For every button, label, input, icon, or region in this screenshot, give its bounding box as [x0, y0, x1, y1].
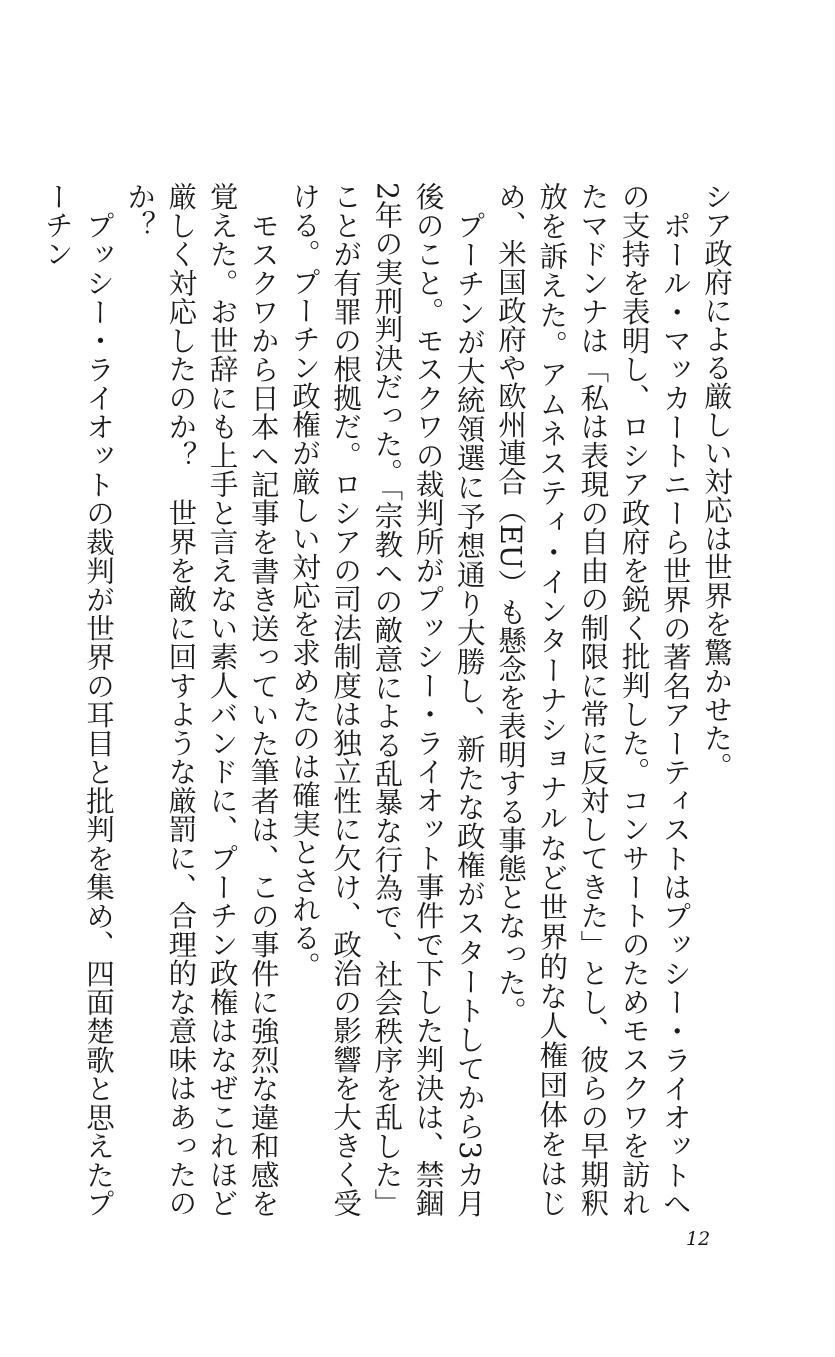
vertical-text-body: [37, 182, 737, 1217]
paragraph-continuation: シア政府による厳しい対応は世界を驚かせた。: [700, 182, 733, 781]
paragraph-trial-attention: プッシー・ライオットの裁判が世界の耳目と批判を集め、四面楚歌と思えたプーチン: [40, 182, 115, 1218]
paragraph-court-verdict: プーチンが大統領選に予想通り大勝し、新たな政権がスタートしてから3カ月後のこと。モスクワの裁判所がプッシー・ライオット事件で下した判決は、禁錮2年の実刑判決だった。「宗教への敵意による乱暴な行為で、社会秩序を乱した」ことが有罪の根拠だ。ロシアの司法制度は独立性に欠け、政治の影響を大きく受ける。プーチン政権が厳しい対応を求めたのは確実とされる。: [287, 182, 486, 1217]
page-number: 12: [686, 1228, 711, 1250]
paragraph-artist-support: ポール・マッカートニーら世界の著名アーティストはプッシー・ライオットへの支持を表明し、ロシア政府を鋭く批判した。コンサートのためモスクワを訪れたマドンナは「私は表現の自由の制限に常に反対してきた」とし、彼らの早期釈放を訴えた。アムネスティ・インターナショナルなど世界的な人権団体をはじめ、米国政府や欧州連合（EU）も懸念を表明する事態となった。: [493, 182, 692, 1217]
paragraph-author-doubt: モスクワから日本へ記事を書き送っていた筆者は、この事件に強烈な違和感を覚えた。お世辞にも上手と言えない素人バンドに、プーチン政権はなぜこれほど厳しく対応したのか？ 世界を敵に回すような厳罰に、合理的な意味はあったのか？: [123, 182, 280, 1217]
